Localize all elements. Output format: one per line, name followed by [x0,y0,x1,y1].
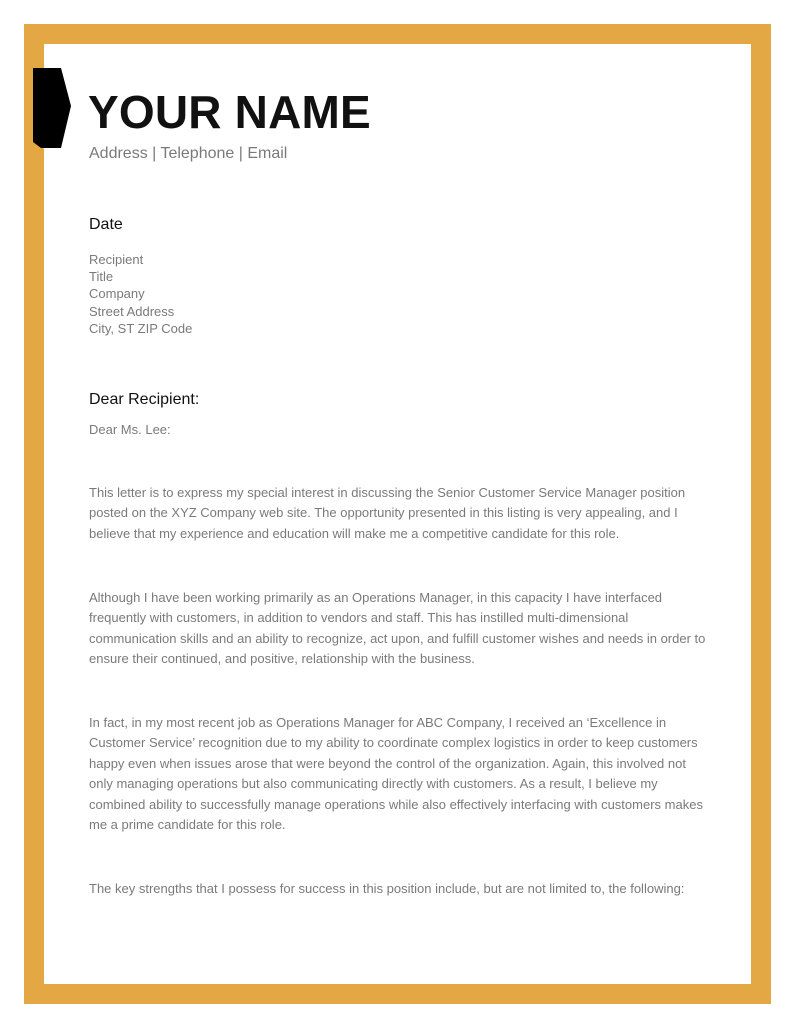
recipient-line: City, ST ZIP Code [89,320,193,336]
recipient-line: Title [89,269,114,285]
salutation-heading: Dear Recipient: [89,391,200,408]
contact-line: Address | Telephone | Email [89,145,288,162]
recipient-line: Company [89,286,145,302]
recipient-line: Recipient [89,252,144,267]
bookmark-tab-icon [33,68,71,148]
body-paragraph: In fact, in my most recent job as Operations Manager for ABC Company, I received an ‘Excellence in Customer Service’ recognition due to my ability to coordinate complex logistics in order to keep customers happy even when issues arose that were beyond the control of the organization. Again, this involved not only managing operations but also communicating directly with customers. As a result, I believe my combined ability to successfully manage operations while also effectively interfacing with customers makes me a prime candidate for this role. [89,715,703,833]
recipient-line: Street Address [89,303,175,319]
body-paragraph: Although I have been working primarily as an Operations Manager, in this capacity I have interfaced frequently with customers, in addition to vendors and staff. This has instilled multi-dimensional communication skills and an ability to recognize, act upon, and fulfill customer wishes and needs in order to ensure their continued, and positive, relationship with the business. [89,590,706,667]
applicant-name: YOUR NAME [88,86,371,138]
body-paragraph: This letter is to express my special interest in discussing the Senior Customer Service Manager position posted on the XYZ Company web site. The opportunity presented in this listing is very appealing, and I believe that my experience and education will make me a competitive candidate for this role. [89,485,686,541]
body-paragraph: The key strengths that I possess for success in this position include, but are not limited to, the following: [89,881,685,896]
date-heading: Date [89,216,123,233]
salutation: Dear Ms. Lee: [89,422,171,437]
recipient-block [89,251,192,337]
